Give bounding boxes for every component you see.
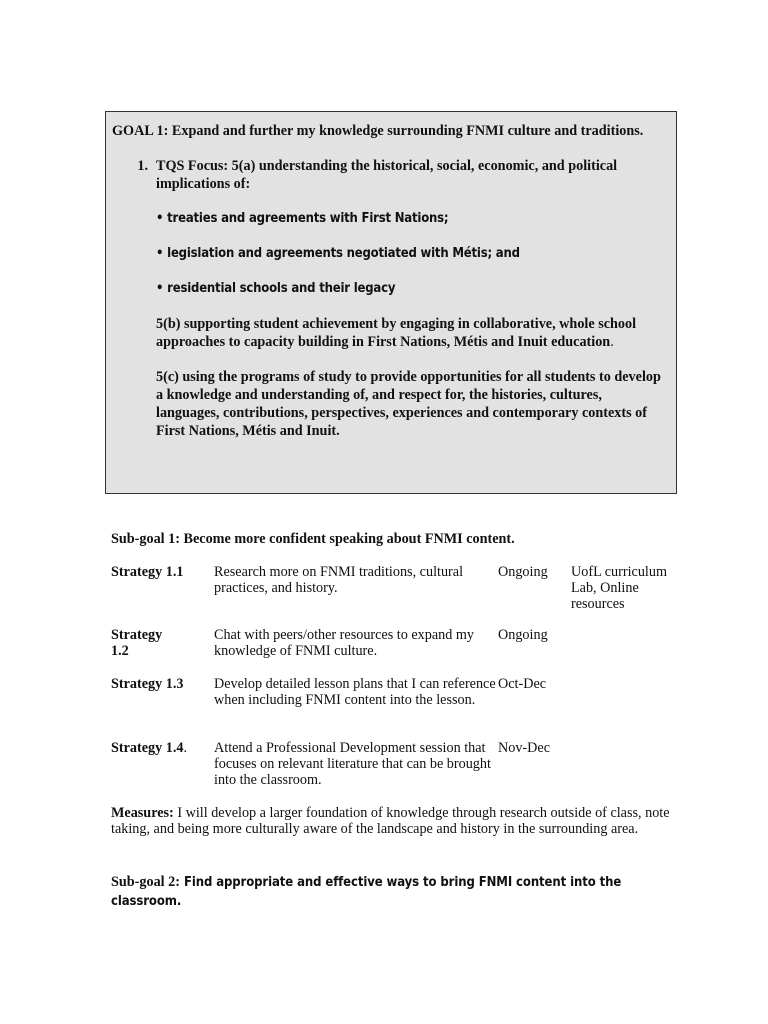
subgoal-2-label: Sub-goal 2: [111,874,180,890]
goal-box [105,111,677,494]
strategy-row [111,627,681,676]
subgoal-2-title [111,873,671,911]
strategy-resources: UofL curriculum Lab, Online resources [571,564,667,612]
strategy-timeline: Nov-Dec [498,740,550,756]
strategy-resources [571,627,681,676]
strategy-timeline: Oct-Dec [498,676,547,692]
list-number: 1. [137,158,148,174]
strategy-description: Research more on FNMI traditions, cultural practices, and history. [214,564,464,596]
subgoal-1-title: Sub-goal 1: Become more confident speaking about FNMI content. [111,531,515,547]
focus-body [156,157,668,440]
strategy-description: Chat with peers/other resources to expand my knowledge of FNMI culture. [214,627,475,659]
strategy-label: Strategy 1.2 [111,627,163,659]
strategy-label: Strategy 1.1 [111,564,184,580]
strategy-label: Strategy 1.4 [111,740,184,756]
point-5b-text: 5(b) supporting student achievement by engaging in collaborative, whole school approaches to capacity building in First Nations, Métis and Inuit education [156,316,637,350]
strategy-table [111,564,681,788]
subgoal-2-text: Find appropriate and effective ways to bring FNMI content into the classroom. [111,875,622,909]
bullet-treaties: • treaties and agreements with First Nations; [156,211,449,226]
tqs-focus-item [112,157,668,440]
strategy-row [111,740,681,788]
strategy-resources [571,740,681,788]
strategy-label: Strategy 1.3 [111,676,184,692]
point-5c: 5(c) using the programs of study to provide opportunities for all students to develop a knowledge and understanding of, and respect for, the histories, cultures, languages, contributions, perspectives, experiences and contemporary contexts of First Nations, Métis and Inuit. [156,369,661,439]
strategy-row [111,676,681,740]
strategy-timeline: Ongoing [498,564,548,580]
tqs-focus-text: TQS Focus: 5(a) understanding the historical, social, economic, and political implications of: [156,158,618,192]
strategy-row [111,564,681,627]
goal-title: GOAL 1: Expand and further my knowledge surrounding FNMI culture and traditions. [112,123,644,139]
strategy-timeline: Ongoing [498,627,548,643]
measures-label: Measures: [111,805,174,821]
strategy-resources [571,676,681,740]
strategy-description: Attend a Professional Development session that focuses on relevant literature that can be brought into the classroom. [214,740,491,788]
strategy-description: Develop detailed lesson plans that I can reference when including FNMI content into the lesson. [214,676,496,708]
point-5b [156,315,668,351]
point-5b-end: . [610,334,614,350]
bullet-residential-schools: • residential schools and their legacy [156,281,396,296]
measures-text: I will develop a larger foundation of knowledge through research outside of class, note taking, and being more culturally aware of the landscape and history in the surrounding area. [111,805,670,837]
strategy-label-wrap [111,740,214,788]
strategy-label-suffix: . [183,740,188,756]
measures-paragraph [111,805,671,837]
bullet-legislation: • legislation and agreements negotiated with Métis; and [156,246,520,261]
